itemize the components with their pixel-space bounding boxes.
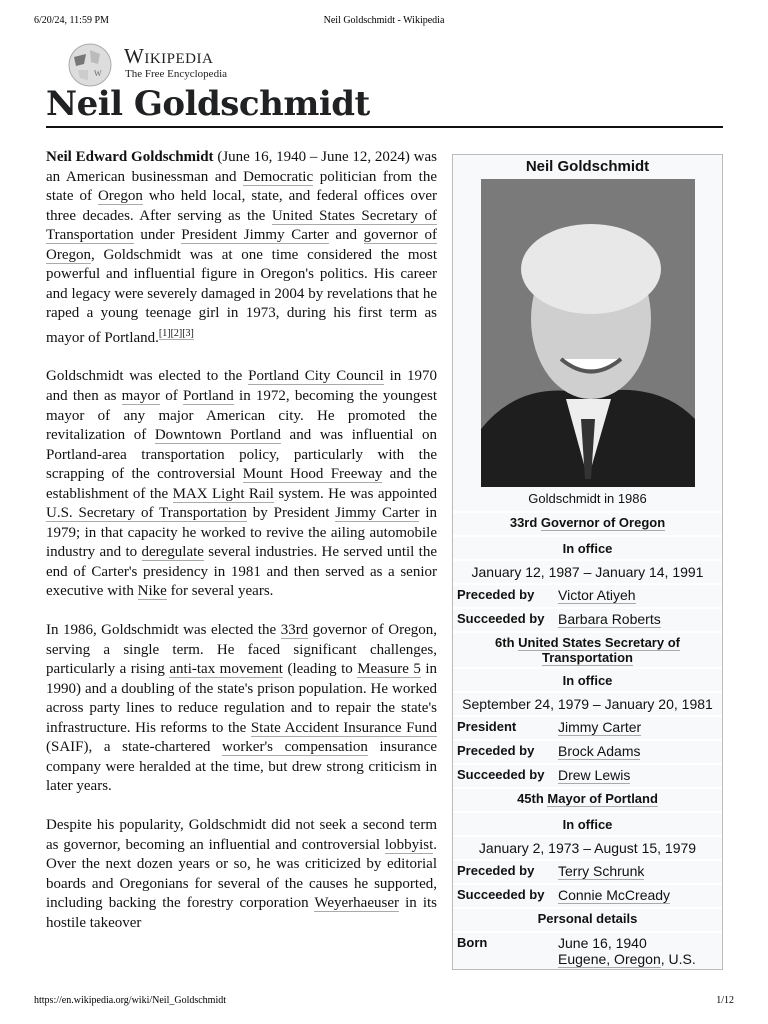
field-link[interactable]: Jimmy Carter [558,719,642,735]
print-datetime: 6/20/24, 11:59 PM [34,15,109,26]
text: who held local, state, and federal offices over three decades. After serving as the [46,188,438,224]
portrait-photo[interactable] [481,179,695,487]
field-value [558,935,696,967]
field-label: Succeeded by [457,887,545,902]
article-body [46,148,437,952]
article-link[interactable]: governor of Oregon [46,227,437,263]
article-link[interactable]: deregulate [141,544,204,561]
field-value [558,767,630,783]
in-office-label [453,811,722,835]
field-link[interactable]: Terry Schrunk [558,863,645,879]
text: Goldschmidt was elected to the [46,368,249,385]
infobox-field [453,607,722,631]
infobox [452,154,723,970]
term-dates [453,559,722,583]
article-link[interactable]: Portland [182,388,234,405]
term-dates [453,691,722,715]
text: . Over the next dozen years or so, he was criticized by editorial boards and Oregonians for several of the causes he supported, including backing the forestry corporation [46,836,437,912]
text: insurance company were heralded at the time, but drew strong criticism in later years. [46,739,437,795]
page-title: Neil Goldschmidt [46,84,370,124]
field-link[interactable]: Brock Adams [558,743,641,759]
infobox-field [453,763,722,787]
article-link[interactable]: United States Secretary of Transportation [46,207,437,244]
birthplace-link[interactable]: Eugene, Oregon [558,951,661,967]
article-link[interactable]: Democratic [243,168,314,185]
citation-link[interactable]: [1][2][3] [158,327,194,339]
field-label: Preceded by [457,743,535,758]
section-prefix: Personal details [537,911,638,926]
text: and [328,227,364,244]
field-label: Preceded by [457,863,535,878]
infobox-section-header [453,907,722,931]
birthplace-suffix: , U.S. [660,951,696,967]
text: by President [246,505,336,522]
in-office-label [453,667,722,691]
article-link[interactable]: State Accident Insurance Fund [250,719,437,736]
text: governor of Oregon, serving a single term. He faced significant challenges, particularly a rising [46,622,437,678]
dates: September 24, 1979 – January 20, 1981 [462,696,713,712]
text: in 1970 and then as [46,368,438,405]
article-link[interactable]: anti-tax movement [169,661,283,678]
section-link[interactable]: Mayor of Portland [547,791,658,806]
text: politician from the state of [46,168,437,205]
text: and was influential on Portland-area transportation policy, particularly with the scrapping of the controversial [46,427,437,483]
text: In 1986, Goldschmidt was elected the [46,622,281,639]
wikipedia-tagline: The Free Encyclopedia [125,68,228,80]
article-link[interactable]: lobbyist [384,836,434,853]
field-link[interactable]: Drew Lewis [558,767,631,783]
article-link[interactable]: Downtown Portland [154,427,281,444]
article-link[interactable]: Measure 5 [357,661,421,678]
print-page-number: 1/12 [716,995,734,1006]
wikipedia-wordmark[interactable]: Wikipedia [124,44,214,68]
text: Despite his popularity, Goldschmidt did not seek a second term as governor, becoming an influential and controversial [46,816,437,853]
svg-text:W: W [94,69,102,78]
print-url: https://en.wikipedia.org/wiki/Neil_Goldschmidt [34,995,227,1006]
article-link[interactable]: President Jimmy Carter [181,227,329,244]
field-label: Born [457,935,488,950]
wikipedia-globe-icon[interactable] [64,42,116,88]
field-label: President [457,719,517,734]
field-value [558,863,644,879]
text: of [160,388,183,405]
paragraph [46,367,437,602]
paragraph [46,148,437,348]
dates: January 12, 1987 – January 14, 1991 [471,564,704,580]
infobox-title: Neil Goldschmidt [525,158,650,175]
field-value [558,887,670,903]
field-label: Succeeded by [457,611,545,626]
article-link[interactable]: mayor [121,388,160,405]
section-link[interactable]: United States Secretary of Transportation [518,635,680,665]
in-office-label [453,535,722,559]
text: and the establishment of the [46,466,437,502]
print-title: Neil Goldschmidt - Wikipedia [323,15,445,26]
field-value [558,719,641,735]
article-link[interactable]: Oregon [97,188,143,205]
text: system. He was appointed [273,485,437,502]
article-link[interactable]: U.S. Secretary of Transportation [46,505,247,522]
field-value [558,587,636,603]
field-label: Preceded by [457,587,535,602]
infobox-field [453,883,722,907]
text: several industries. He served until the end of Carter's presidency in 1981 and then served as a senior executive with [46,544,437,600]
text: in 1990) and a doubling of the state's prison population. He worked across party lines to reduce regulation and to repair the state's infrastructure. His reforms to the [46,661,437,736]
text: (June 16, 1940 – June 12, 2024) was an American businessman and [46,149,437,185]
field-value [558,611,661,627]
article-link[interactable]: Nike [137,583,167,600]
text: (SAIF), a state-chartered [46,739,222,756]
infobox-section-header [453,631,722,667]
paragraph [46,621,437,797]
field-text: June 16, 1940 [558,935,647,951]
text: (leading to [282,661,358,678]
infobox-section-header [453,787,722,811]
article-link[interactable]: Portland City Council [248,368,384,385]
article-link[interactable]: Weyerhaeuser [314,895,399,912]
label: In office [562,540,613,556]
text: , Goldschmidt was at one time considered the most powerful and influential figure in Oregon's politics. His career and legacy were severely damaged in 2004 by revelations that he raped a young teenage girl in 1973, during his first term as mayor of Portland. [46,246,437,346]
infobox-field [453,583,722,607]
field-label: Succeeded by [457,767,545,782]
label: In office [562,672,613,688]
text: for several years. [166,583,274,600]
bold-text: Neil Edward Goldschmidt [46,149,214,165]
title-divider [46,126,723,128]
photo-caption: Goldschmidt in 1986 [528,491,647,506]
field-value [558,743,640,759]
field-link[interactable]: Connie McCready [558,887,671,903]
paragraph [46,816,437,933]
text: in 1979; in that capacity he worked to revive the ailing automobile industry and to [46,505,438,561]
infobox-field [453,859,722,883]
section-link[interactable]: Governor of Oregon [540,515,666,530]
article-link[interactable]: Jimmy Carter [335,505,420,522]
section-prefix: 33rd [509,515,541,530]
term-dates [453,835,722,859]
text: under [133,227,182,244]
label: In office [562,816,613,832]
infobox-field [453,931,722,969]
article-link[interactable]: MAX Light Rail [172,485,274,502]
text: in 1972, becoming the youngest mayor of any major American city. He promoted the revitalization of [46,388,437,444]
infobox-section-header [453,511,722,535]
article-link[interactable]: Mount Hood Freeway [242,466,383,483]
article-link[interactable]: worker's compensation [221,739,368,756]
field-link[interactable]: Victor Atiyeh [558,587,636,603]
section-prefix: 6th [495,635,519,650]
article-link[interactable]: 33rd [280,622,309,639]
infobox-field [453,739,722,763]
field-link[interactable]: Barbara Roberts [558,611,661,627]
section-prefix: 45th [517,791,548,806]
infobox-field [453,715,722,739]
text: in its hostile takeover [46,895,437,931]
dates: January 2, 1973 – August 15, 1979 [478,840,697,856]
